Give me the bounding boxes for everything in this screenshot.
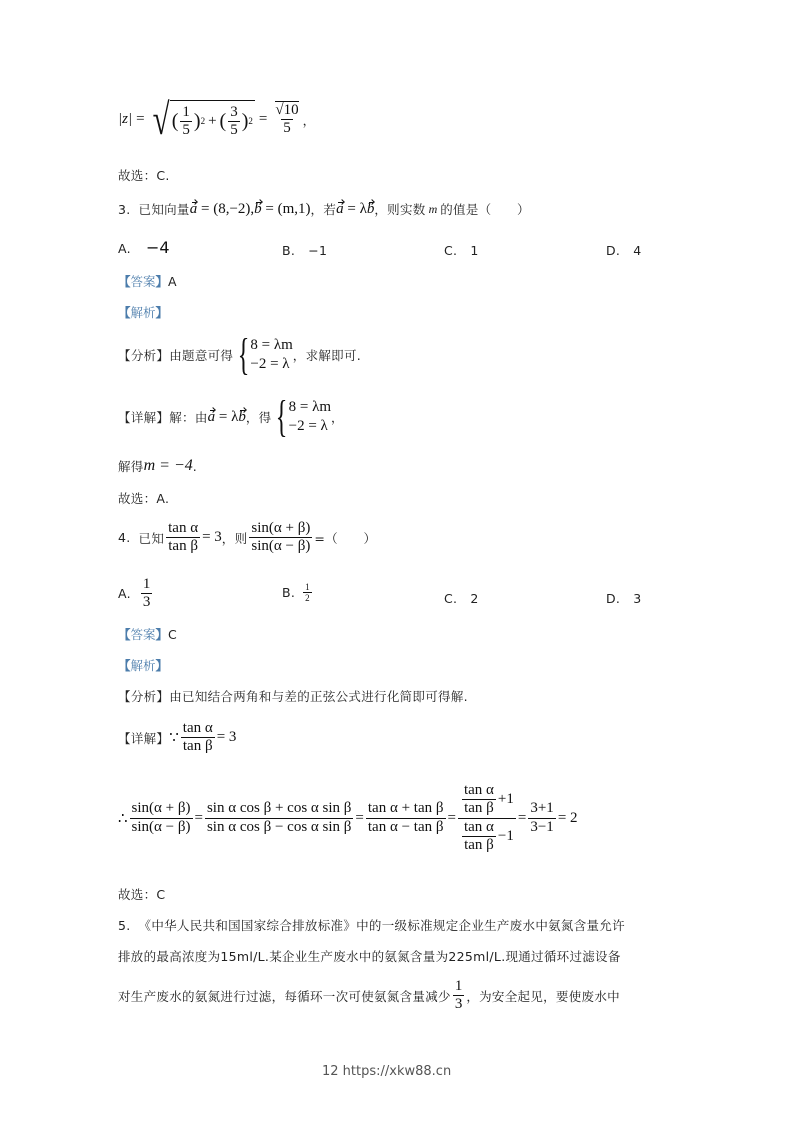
equation-system: { 8 = λm −2 = λ xyxy=(238,330,293,379)
left-brace-icon: { xyxy=(276,392,288,441)
q4-conclusion: 故选：C xyxy=(118,887,166,902)
q3-option-a[interactable]: A. −4 xyxy=(118,238,170,257)
q5-line-3: 对生产废水的氨氮进行过滤，每循环一次可使氨氮含量减少 $\frac{1}{3}$ ，为安全起见，要使废水中 xyxy=(118,978,620,1013)
q3-conclusion: 故选：A. xyxy=(118,491,170,506)
q5-line-1: 5. 《中华人民共和国国家综合排放标准》中的一级标准规定企业生产废水中氨氮含量允许 xyxy=(118,918,625,933)
q3-xiangjie: 【详解】 解：由 a = λb ，得 { 8 = λm −2 = λ ， xyxy=(118,392,344,441)
q3-fenxi: 【分析】 由题意可得 { 8 = λm −2 = λ ，求解即可. xyxy=(118,330,362,379)
q4-derivation: ∴ $\frac{\sin(\alpha + \beta)}{\sin(\alpha - \beta)}$ = $\frac{\text{sin α cos β + cos α sin β}}{\text{sin α cos β − cos α sin β}}$ = $\frac{\text{tan α + tan β}}{\text{tan α − tan β}}$ = $\frac{\text{tan α}}{\text{tan β}}$ +1 $\frac{\text{tan α}}{\text{tan β}}$ −1 = $\frac{3+1}{3-1}$ = 2 xyxy=(118,782,578,853)
page-footer: 12 https://xkw88.cn xyxy=(322,1064,452,1079)
sqrt-expression: √ ( $\frac{1}{5}$ ) 2 + ( $\frac{3}{5}$ ) 2 xyxy=(152,95,253,144)
compound-fraction: $\frac{\text{tan α}}{\text{tan β}}$ +1 $\frac{\text{tan α}}{\text{tan β}}$ −1 xyxy=(458,782,516,854)
result-fraction: $\frac{√10}{5}$ xyxy=(275,102,299,137)
q3-option-d[interactable]: D. 4 xyxy=(606,243,642,258)
answer-label: 【答案】 xyxy=(118,274,169,289)
q5-line-2: 排放的最高浓度为15ml/L.某企业生产废水中的氨氮含量为225ml/L.现通过循环过滤设备 xyxy=(118,949,621,964)
q4-option-b[interactable]: B. $\frac{1}{2}$ xyxy=(282,582,310,604)
sqrt-icon: √ xyxy=(152,95,170,144)
q4-fenxi: 【分析】由已知结合两角和与差的正弦公式进行化简即可得解. xyxy=(118,689,468,704)
q3-option-c[interactable]: C. 1 xyxy=(444,243,479,258)
q4-xiangjie: 【详解】 ∵ $\frac{\text{tan α}}{\text{tan β}}$ = 3 xyxy=(118,720,237,755)
prev-conclusion: 故选：C. xyxy=(118,168,170,183)
modulus-equation: |z| = √ ( $\frac{1}{5}$ ) 2 + ( $\frac{3}{5}$ ) 2 = $\frac{√10}{5}$ ， xyxy=(118,95,316,144)
q3-option-b[interactable]: B. −1 xyxy=(282,243,328,258)
q4-option-a[interactable]: A. $\frac{1}{3}$ xyxy=(118,576,151,611)
q4-analysis-label: 【解析】 xyxy=(118,658,169,673)
q3-solve: 解得 m = −4 . xyxy=(118,457,198,474)
left-brace-icon: { xyxy=(238,330,250,379)
q4-option-c[interactable]: C. 2 xyxy=(444,591,479,606)
equation-system: { 8 = λm −2 = λ xyxy=(276,392,332,441)
q4-stem: 4. 已知 $\frac{\text{tan α}}{\text{tan β}}$ = 3 ，则 $\frac{\sin(\alpha + \beta)}{\sin(\alpha - \beta)}$ =（ ） xyxy=(118,520,377,555)
q4-answer: 【答案】C xyxy=(118,627,178,642)
q3-stem: 3. 已知向量 a = (8,−2),b = (m,1) ，若 a = λb ，则实数 m 的值是（ ） xyxy=(118,200,530,217)
modulus-lhs: |z| xyxy=(118,111,133,128)
q4-option-d[interactable]: D. 3 xyxy=(606,591,642,606)
q3-analysis-label: 【解析】 xyxy=(118,305,169,320)
q3-answer: 【答案】A xyxy=(118,274,177,289)
